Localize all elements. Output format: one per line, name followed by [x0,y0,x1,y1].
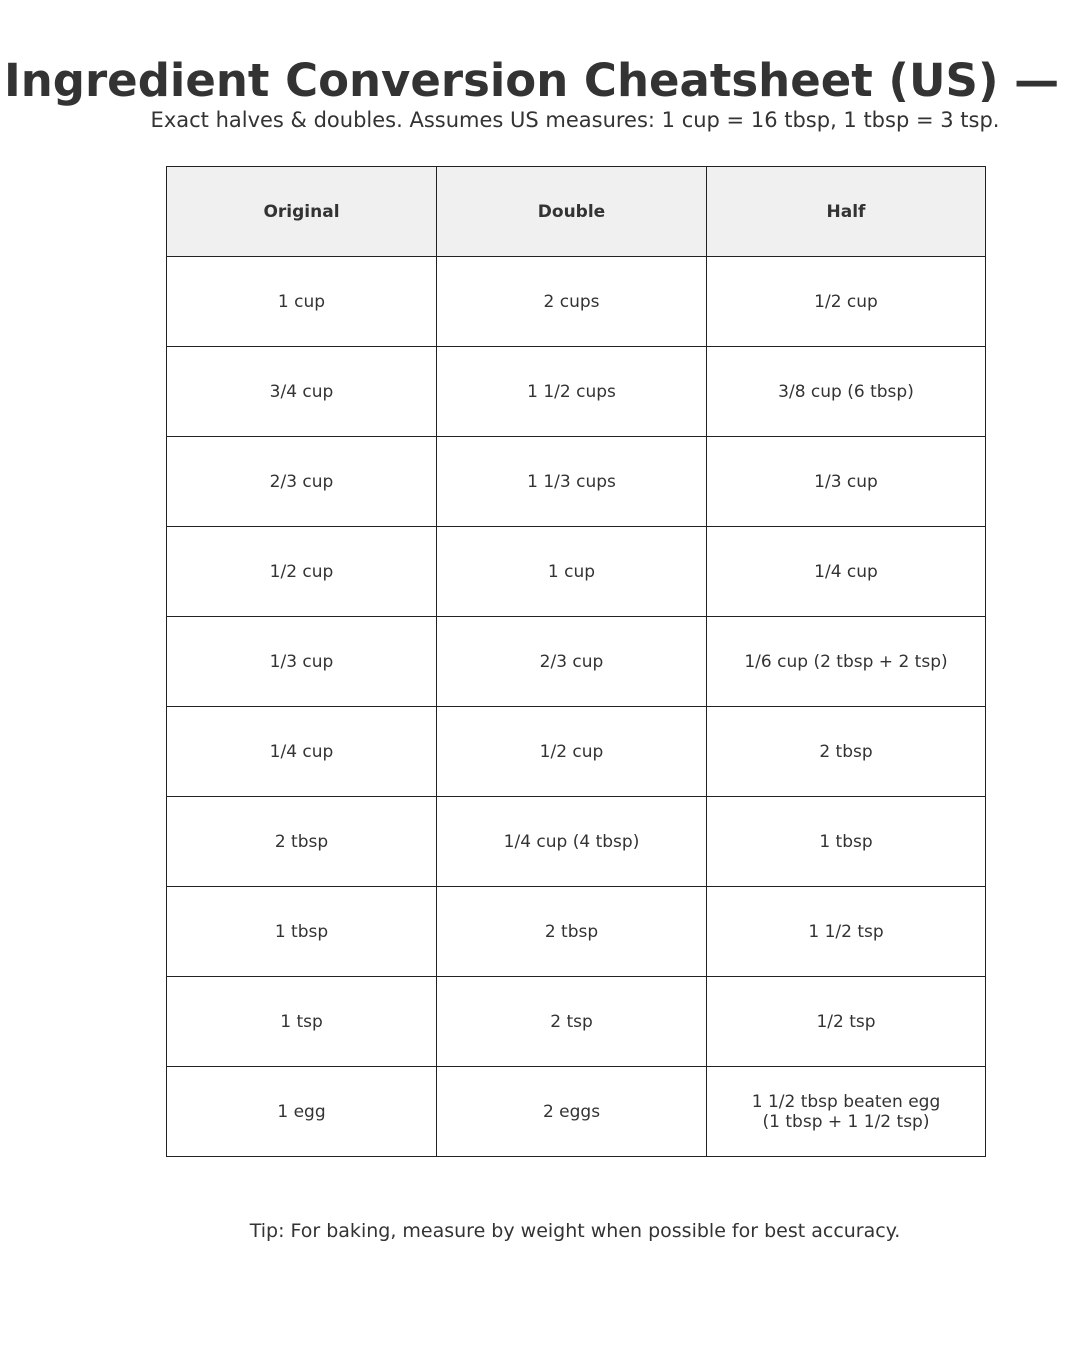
cell-original: 2/3 cup [167,437,437,527]
page-subtitle: Exact halves & doubles. Assumes US measures: 1 cup = 16 tbsp, 1 tbsp = 3 tsp. [150,108,1000,132]
table-row [167,347,986,437]
tip-text: Tip: For baking, measure by weight when possible for best accuracy. [249,1220,901,1242]
cell-half: 2 tbsp [707,707,986,797]
cell-half-line: (1 tbsp + 1 1/2 tsp) [762,1111,930,1132]
cell-half: 1/2 cup [707,257,986,347]
cell-half: 3/8 cup (6 tbsp) [707,347,986,437]
table-header-row [167,167,986,257]
cell-double: 2 tbsp [437,887,707,977]
conversion-table [166,166,986,1157]
header-double: Double [437,167,707,257]
cell-half-line: 1 1/2 tbsp beaten egg [751,1091,941,1112]
cell-half: 1/4 cup [707,527,986,617]
cell-original: 2 tbsp [167,797,437,887]
cell-original: 1 cup [167,257,437,347]
cell-original: 1 tsp [167,977,437,1067]
table-row [167,977,986,1067]
table-row [167,887,986,977]
cell-double: 2 tsp [437,977,707,1067]
cell-double: 1 1/3 cups [437,437,707,527]
cell-double: 2 cups [437,257,707,347]
table-row [167,707,986,797]
table-row [167,617,986,707]
cell-half: 1/2 tsp [707,977,986,1067]
header-original: Original [167,167,437,257]
table-row [167,257,986,347]
cell-original: 1/4 cup [167,707,437,797]
cell-original: 3/4 cup [167,347,437,437]
cell-double: 2/3 cup [437,617,707,707]
cell-half: 1 tbsp [707,797,986,887]
header-half: Half [707,167,986,257]
table-row [167,1067,986,1157]
cell-double: 1/2 cup [437,707,707,797]
cell-half: 1 1/2 tsp [707,887,986,977]
cell-half: 1/3 cup [707,437,986,527]
cell-double: 1 cup [437,527,707,617]
cell-double: 1/4 cup (4 tbsp) [437,797,707,887]
cell-half: 1/6 cup (2 tbsp + 2 tsp) [707,617,986,707]
cell-double: 1 1/2 cups [437,347,707,437]
cell-half [707,1067,986,1157]
cell-original: 1/2 cup [167,527,437,617]
page-title: Ingredient Conversion Cheatsheet (US) — [4,54,1060,107]
cell-original: 1 tbsp [167,887,437,977]
table-row [167,797,986,887]
table-body [167,257,986,1157]
cell-original: 1 egg [167,1067,437,1157]
table-row [167,527,986,617]
table-row [167,437,986,527]
cell-double: 2 eggs [437,1067,707,1157]
cell-original: 1/3 cup [167,617,437,707]
